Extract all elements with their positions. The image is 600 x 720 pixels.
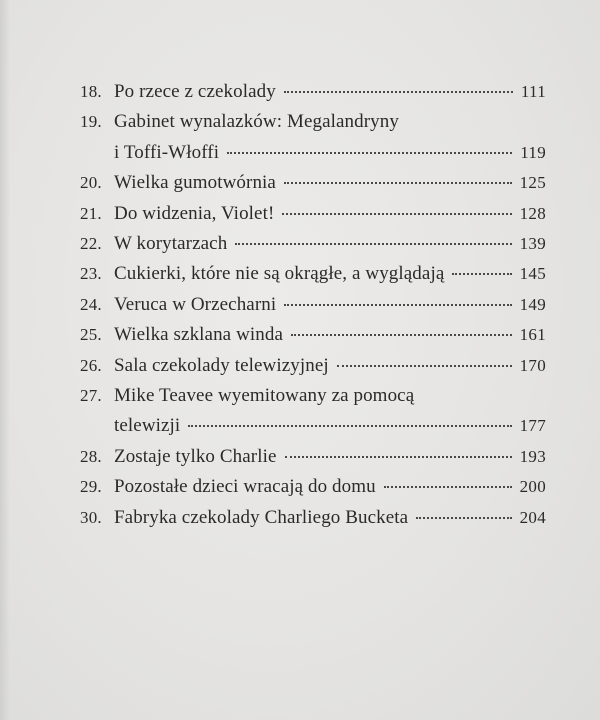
toc-line: [114, 138, 546, 168]
chapter-title: Wielka szklana winda: [114, 324, 284, 346]
chapter-number: 21.: [80, 203, 102, 223]
chapter-number: 23.: [80, 264, 102, 284]
chapter-number: 24.: [80, 294, 102, 314]
dot-leader: [285, 456, 512, 458]
page-number: 204: [519, 507, 546, 527]
chapter-title: i Toffi-Włoffi: [114, 141, 220, 163]
chapter-number: 25.: [80, 325, 102, 345]
chapter-title: telewizji: [114, 415, 181, 437]
toc-line: [114, 320, 546, 350]
toc-entry: [80, 320, 546, 350]
dot-leader: [452, 273, 511, 275]
chapter-number: 20.: [80, 173, 102, 193]
page-number: 200: [519, 477, 546, 497]
toc-line: [114, 503, 546, 533]
toc-entry: [80, 442, 546, 472]
dot-leader: [227, 152, 512, 154]
table-of-contents: [80, 77, 546, 533]
page-number: 119: [520, 142, 546, 162]
chapter-number: 29.: [80, 477, 102, 497]
dot-leader: [284, 304, 511, 306]
page-number: 170: [519, 355, 546, 375]
toc-line: [114, 259, 546, 289]
dot-leader: [284, 182, 512, 184]
dot-leader: [291, 334, 512, 336]
toc-line: [114, 381, 546, 411]
chapter-number: 27.: [80, 386, 102, 406]
toc-entry: [80, 168, 546, 198]
toc-entry: [80, 199, 546, 229]
page-number: 145: [519, 264, 546, 284]
chapter-title: W korytarzach: [114, 233, 228, 255]
chapter-number: 22.: [80, 234, 102, 254]
toc-line: [114, 290, 546, 320]
toc-line: [114, 77, 546, 107]
page-number: 111: [520, 82, 546, 101]
toc-entry: [80, 472, 546, 502]
toc-entry: [80, 503, 546, 533]
page-number: 139: [519, 234, 546, 254]
chapter-title: Zostaje tylko Charlie: [114, 445, 277, 467]
chapter-number: 26.: [80, 355, 102, 375]
chapter-title: Veruca w Orzecharni: [114, 293, 277, 315]
toc-line: [114, 107, 546, 137]
page-edge-shadow: [0, 0, 10, 720]
chapter-number: 28.: [80, 446, 102, 466]
toc-line: [114, 411, 546, 441]
page-number: 193: [519, 446, 546, 466]
toc-entry: [80, 381, 546, 442]
dot-leader: [235, 243, 511, 245]
chapter-number: 30.: [80, 507, 102, 527]
toc-entry: [80, 77, 546, 107]
toc-entry: [80, 290, 546, 320]
chapter-title: Wielka gumotwórnia: [114, 172, 276, 194]
page-number: 149: [519, 294, 546, 314]
page-number: 177: [519, 416, 546, 436]
chapter-number: 18.: [80, 82, 102, 101]
dot-leader: [282, 213, 511, 215]
toc-entry: [80, 229, 546, 259]
toc-line: [114, 472, 546, 502]
page-number: 128: [519, 203, 546, 223]
chapter-number: 19.: [80, 112, 102, 132]
toc-line: [114, 229, 546, 259]
chapter-title: Do widzenia, Violet!: [114, 202, 275, 224]
toc-line: [114, 351, 546, 381]
page-number: 125: [519, 173, 546, 193]
dot-leader: [188, 425, 511, 427]
chapter-title: Gabinet wynalazków: Megalandryny: [114, 111, 399, 133]
dot-leader: [416, 517, 511, 519]
dot-leader: [384, 486, 512, 488]
page-number: 161: [519, 325, 546, 345]
chapter-title: Po rzece z czekolady: [114, 81, 276, 102]
toc-line: [114, 442, 546, 472]
chapter-title: Fabryka czekolady Charliego Bucketa: [114, 506, 409, 528]
dot-leader: [284, 91, 513, 93]
toc-line: [114, 199, 546, 229]
chapter-title: Sala czekolady telewizyjnej: [114, 354, 329, 376]
chapter-title: Cukierki, które nie są okrągłe, a wyglądają: [114, 263, 445, 285]
toc-entry: [80, 351, 546, 381]
chapter-title: Pozostałe dzieci wracają do domu: [114, 476, 376, 498]
chapter-title: Mike Teavee wyemitowany za pomocą: [114, 385, 415, 407]
toc-entry: [80, 107, 546, 168]
toc-line: [114, 168, 546, 198]
dot-leader: [337, 365, 512, 367]
toc-entry: [80, 259, 546, 289]
